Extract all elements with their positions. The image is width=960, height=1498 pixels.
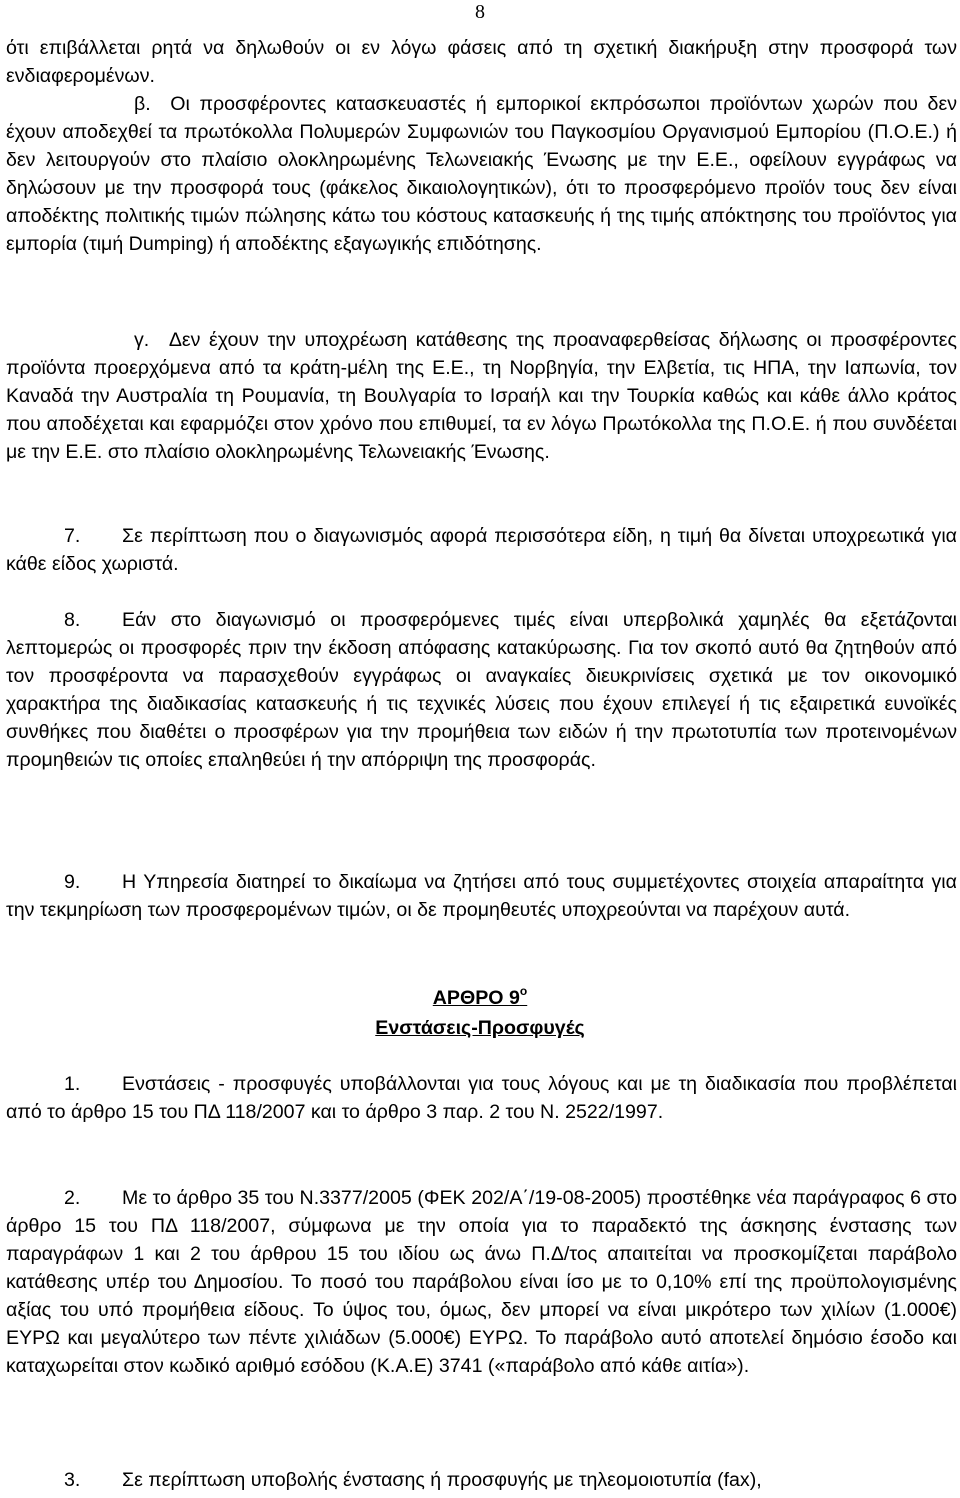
paragraph-number: 8. — [64, 609, 81, 631]
paragraph-number: 2. — [64, 1187, 81, 1209]
paragraph-b — [6, 90, 957, 258]
page-number: 8 — [475, 1, 485, 23]
paragraph-number: 1. — [64, 1073, 81, 1095]
paragraph-8 — [6, 606, 957, 774]
article-paragraph-1-text: Ενστάσεις - προσφυγές υποβάλλονται για τους λόγους και με τη διαδικασία που προβλέπεται από το άρθρο 15 του ΠΔ 118/2007 και το άρθρο 3 παρ. 2 του Ν. 2522/1997. — [6, 1073, 957, 1123]
paragraph-number: 9. — [64, 871, 81, 893]
paragraph-8-text: Εάν στο διαγωνισμό οι προσφερόμενες τιμές είναι υπερβολικά χαμηλές θα εξετάζονται λεπτομερώς οι προσφορές πριν την έκδοση απόφασης κατακύρωσης. Για τον σκοπό αυτό θα ζητηθούν από τον προσφέροντα να παρασχεθούν εγγράφως οι αναγκαίες διευκρινίσεις σχετικά με τον οικονομικό χαρακτήρα της διαδικασίας κατασκευής ή τις τεχνικές λύσεις που έχουν επιλεγεί ή τις εξαιρετικά ευνοϊκές συνθήκες που διαθέτει ο προσφέρων για την προμήθεια των ειδών ή την πρωτοτυπία των προτεινομένων προμηθειών τις οποίες επαληθεύει ή την απόρριψη της προσφοράς. — [6, 609, 957, 771]
paragraph-b-text: β. Οι προσφέροντες κατασκευαστές ή εμπορικοί εκπρόσωποι προϊόντων χωρών που δεν έχουν αποδεχθεί τα πρωτόκολλα Πολυμερών Συμφωνιών του Παγκοσμίου Οργανισμού Εμπορίου (Π.Ο.Ε.) ή δεν λειτουργούν στο πλαίσιο ολοκληρωμένης Τελωνειακής Ένωσης με την Ε.Ε., οφείλουν εγγράφως να δηλώσουν με την προσφορά τους (φάκελος δικαιολογητικών), ότι το προσφερόμενο προϊόν τους δεν είναι αποδέκτης πολιτικής τιμών πώλησης κάτω του κόστους κατασκευής ή της τιμής απόκτησης του προϊόντος για εμπορία (τιμή Dumping) ή αποδέκτης εξαγωγικής επιδότησης. — [6, 93, 957, 255]
paragraph-intro: ότι επιβάλλεται ρητά να δηλωθούν οι εν λόγω φάσεις από τη σχετική διακήρυξη στην προσφορά των ενδιαφερομένων. — [6, 37, 957, 87]
article-title-superscript: ο — [519, 984, 528, 998]
paragraph-9 — [6, 868, 957, 924]
paragraph-number: 3. — [64, 1469, 81, 1491]
article-paragraph-1 — [6, 1070, 957, 1126]
article-paragraph-2 — [6, 1184, 957, 1380]
article-subtitle: Ενστάσεις-Προσφυγές — [375, 1017, 585, 1039]
paragraph-c — [6, 326, 957, 466]
article-paragraph-3-text: Σε περίπτωση υποβολής ένστασης ή προσφυγής με τηλεομοιοτυπία (fax), — [122, 1469, 762, 1491]
paragraph-7-text: Σε περίπτωση που ο διαγωνισμός αφορά περισσότερα είδη, η τιμή θα δίνεται υποχρεωτικά για κάθε είδος χωριστά. — [6, 525, 957, 575]
paragraph-7 — [6, 522, 957, 578]
article-paragraph-2-text: Με το άρθρο 35 του Ν.3377/2005 (ΦΕΚ 202/Α΄/19-08-2005) προστέθηκε νέα παράγραφος 6 στο άρθρο 15 του ΠΔ 118/2007, σύμφωνα με την οποία για το παραδεκτό της άσκησης ένστασης των παραγράφων 1 και 2 του άρθρου 15 του ιδίου ως άνω Π.Δ/τος απαιτείται να προσκομίζεται παράβολο κατάθεσης υπέρ του Δημοσίου. Το ποσό του παράβολου είναι ίσο με το 0,10% επί της προϋπολογισμένης αξίας του υπό προμήθεια είδους. Το ύψος του, όμως, δεν μπορεί να είναι μικρότερο των χιλίων (1.000€) ΕΥΡΩ και μεγαλύτερο των πέντε χιλιάδων (5.000€) ΕΥΡΩ. Το παράβολο αυτό αποτελεί δημόσιο έσοδο και καταχωρείται στον κωδικό αριθμό εσόδου (Κ.Α.Ε) 3741 («παράβολο από κάθε αιτία»). — [6, 1187, 957, 1377]
paragraph-c-text: γ. Δεν έχουν την υποχρέωση κατάθεσης της προαναφερθείσας δήλωσης οι προσφέροντες προϊόντα προερχόμενα από τα κράτη-μέλη της Ε.Ε., τη Νορβηγία, την Ελβετία, τις ΗΠΑ, την Ιαπωνία, τον Καναδά την Αυστραλία τη Ρουμανία, τη Βουλγαρία το Ισραήλ και την Τουρκία καθώς και κάθε άλλο κράτος που αποδέχεται και εφαρμόζει στον χρόνο που επιθυμεί, τα εν λόγω Πρωτόκολλα της Π.Ο.Ε. ή που συνδέεται με την Ε.Ε. στο πλαίσιο ολοκληρωμένης Τελωνειακής Ένωσης. — [6, 329, 957, 463]
article-title-text: ΑΡΘΡΟ 9 — [432, 987, 520, 1009]
paragraph-number: 7. — [64, 525, 81, 547]
paragraph-9-text: Η Υπηρεσία διατηρεί το δικαίωμα να ζητήσει από τους συμμετέχοντες στοιχεία απαραίτητα για την τεκμηρίωση των προσφερομένων τιμών, οι δε προμηθευτές υποχρεούνται να παρέχουν αυτά. — [6, 871, 957, 921]
article-title — [0, 982, 960, 1014]
article-paragraph-3 — [6, 1466, 957, 1494]
